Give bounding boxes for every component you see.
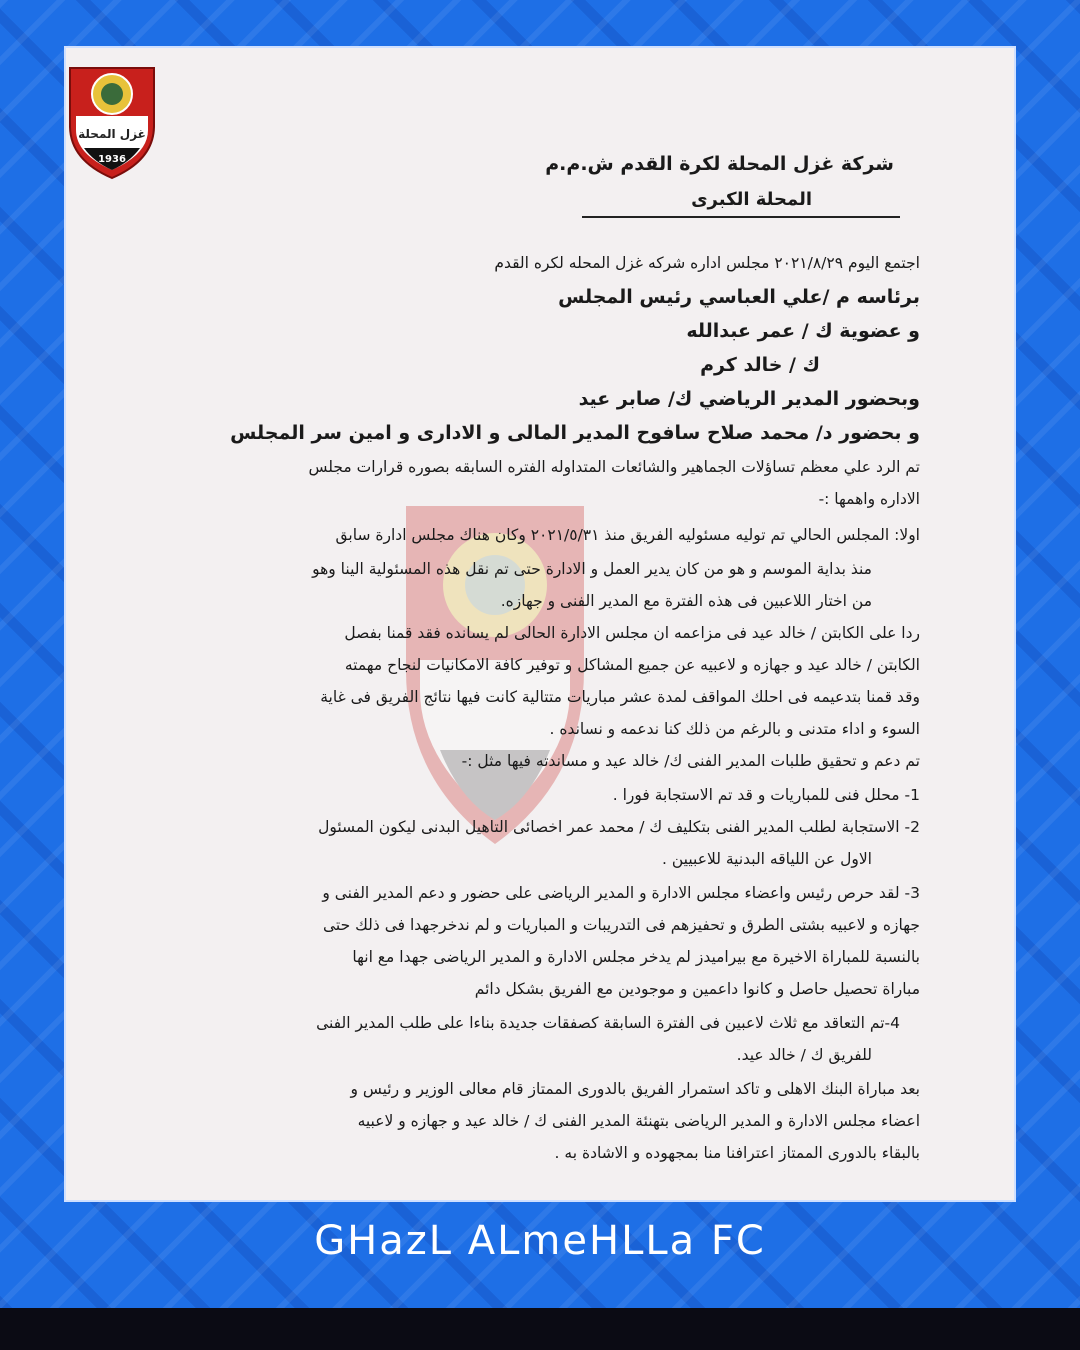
body-line: ردا على الكابتن / خالد عيد فى مزاعمه ان مجلس الادارة الحالى لم يسانده فقد قمنا بفصل xyxy=(344,624,920,642)
svg-text:غزل المحلة: غزل المحلة xyxy=(78,127,146,141)
club-crest-logo xyxy=(66,64,158,180)
company-name: شركة غزل المحلة لكرة القدم ش.م.م xyxy=(545,153,894,175)
body-line: اولا: المجلس الحالي تم توليه مسئوليه الفريق منذ ٢٠٢١/٥/٣١ وكان هناك مجلس ادارة سابق xyxy=(335,526,920,544)
body-line: من اختار اللاعبين فى هذه الفترة مع المدير الفنى و جهازه. xyxy=(500,592,872,610)
body-line: الاداره واهمها :- xyxy=(818,490,920,508)
company-city: المحلة الكبرى xyxy=(691,189,812,210)
body-line: بعد مباراة البنك الاهلى و تاكد استمرار الفريق بالدورى الممتاز قام معالى الوزير و رئيس و xyxy=(350,1080,920,1098)
body-line: تم الرد علي معظم تساؤلات الجماهير والشائعات المتداوله الفتره السابقه بصوره قرارات مجلس xyxy=(308,458,920,476)
body-line: تم دعم و تحقيق طلبات المدير الفنى ك/ خالد عيد و مساندته فيها مثل :- xyxy=(461,752,920,770)
member-line-2: ك / خالد كرم xyxy=(700,354,820,376)
chairman-line: برئاسه م /علي العباسي رئيس المجلس xyxy=(558,286,920,308)
body-line: منذ بداية الموسم و هو من كان يدير العمل و الادارة حتى تم نقل هذه المسئولية الينا وهو xyxy=(312,560,872,578)
finance-director-line: و بحضور د/ محمد صلاح سافوح المدير المالى و الادارى و امين سر المجلس xyxy=(230,422,920,444)
list-item: جهازه و لاعبيه بشتى الطرق و تحفيزهم فى التدريبات و المباريات و لم ندخرجهدا فى ذلك حتى xyxy=(323,916,920,934)
letterhead xyxy=(545,146,894,218)
list-item: 3- لقد حرص رئيس واعضاء مجلس الادارة و المدير الرياضى على حضور و دعم المدير الفنى و xyxy=(322,884,920,902)
body-line: السوء و اداء متدنى و بالرغم من ذلك كنا ندعمه و نسانده . xyxy=(549,720,920,738)
bottom-strip xyxy=(0,1308,1080,1350)
list-item: 4-تم التعاقد مع ثلاث لاعبين فى الفترة السابقة كصفقات جديدة بناءا على طلب المدير الفنى xyxy=(316,1014,900,1032)
document-body xyxy=(180,140,920,1180)
list-item: الاول عن اللياقه البدنية للاعبيين . xyxy=(662,850,872,868)
list-item: 2- الاستجابة لطلب المدير الفنى بتكليف ك / محمد عمر اخصائى التاهيل البدنى ليكون المسئول xyxy=(318,818,920,836)
header-underline xyxy=(582,216,900,218)
body-line: الكابتن / خالد عيد و جهازه و لاعبيه عن جميع المشاكل و توفير كافة الامكانيات لنجاح مهمته xyxy=(344,656,920,674)
list-item: للفريق ك / خالد عيد. xyxy=(736,1046,872,1064)
sports-director-line: وبحضور المدير الرياضي ك/ صابر عيد xyxy=(578,388,920,410)
body-line: وقد قمنا بتدعيمه فى احلك المواقف لمدة عشر مباريات متتالية كانت فيها نتائج الفريق فى غاية xyxy=(320,688,920,706)
list-item: مباراة تحصيل حاصل و كانوا داعمين و موجودين مع الفريق بشكل دائم xyxy=(474,980,920,998)
member-line-1: و عضوية ك / عمر عبدالله xyxy=(686,320,920,342)
body-line: بالبقاء بالدورى الممتاز اعترافنا منا بمجهوده و الاشادة به . xyxy=(554,1144,920,1162)
club-name-footer: GHazL ALmeHLLa FC xyxy=(314,1218,766,1264)
meeting-intro: اجتمع اليوم ٢٠٢١/٨/٢٩ مجلس اداره شركه غزل المحله لكره القدم xyxy=(494,254,920,272)
list-item: 1- محلل فنى للمباريات و قد تم الاستجابة فورا . xyxy=(612,786,920,804)
list-item: بالنسبة للمباراة الاخيرة مع بيراميدز لم يدخر مجلس الادارة و المدير الرياضى جهدا مع انها xyxy=(352,948,920,966)
body-line: اعضاء مجلس الادارة و المدير الرياضى بتهنئة المدير الفنى ك / خالد عيد و جهازه و لاعبيه xyxy=(357,1112,920,1130)
svg-text:1936: 1936 xyxy=(98,154,126,165)
